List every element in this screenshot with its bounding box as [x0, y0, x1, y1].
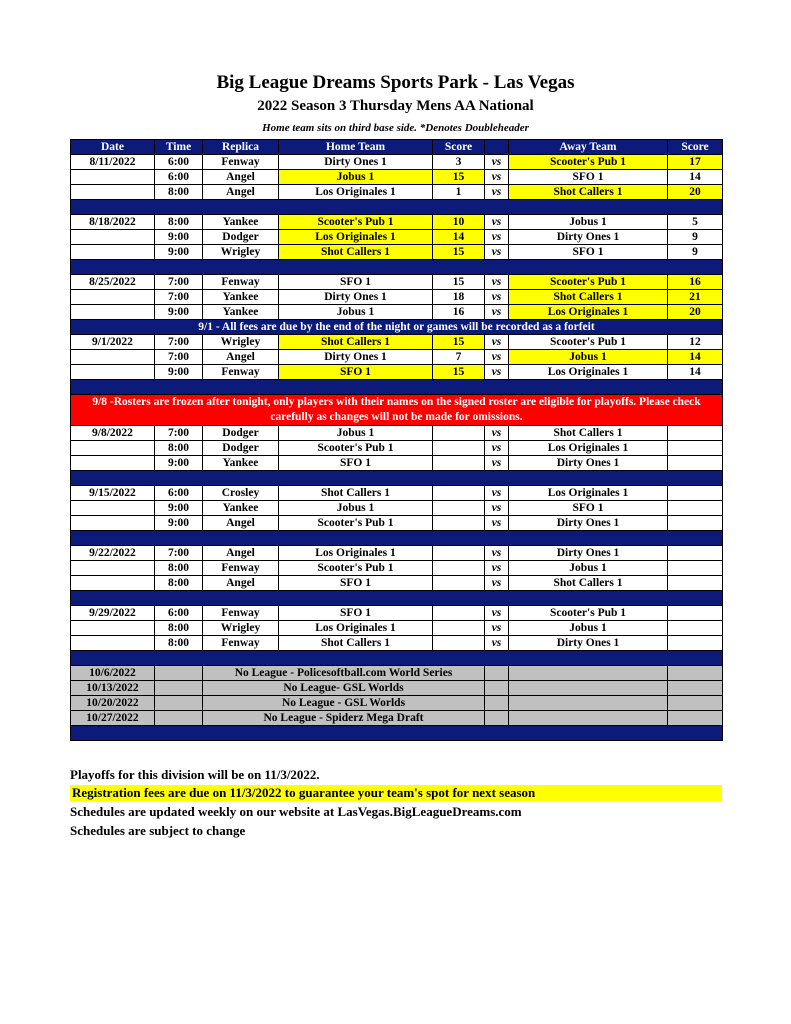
no-league-text: No League - Policesoftball.com World Series — [203, 666, 485, 681]
home-score-cell: 14 — [433, 230, 485, 245]
game-row — [71, 621, 723, 636]
vs-cell: vs — [485, 155, 509, 170]
away-score-cell — [668, 696, 723, 711]
vs-cell — [485, 696, 509, 711]
vs-cell: vs — [485, 215, 509, 230]
time-cell: 9:00 — [155, 305, 203, 320]
time-cell: 8:00 — [155, 621, 203, 636]
away-team-cell: Scooter's Pub 1 — [509, 606, 668, 621]
game-row — [71, 516, 723, 531]
away-team-cell: Scooter's Pub 1 — [509, 275, 668, 290]
fee-notice-row — [71, 320, 723, 335]
home-team-cell: Scooter's Pub 1 — [279, 561, 433, 576]
away-team-cell: Los Originales 1 — [509, 365, 668, 380]
vs-cell: vs — [485, 230, 509, 245]
away-team-cell: SFO 1 — [509, 501, 668, 516]
time-cell: 6:00 — [155, 486, 203, 501]
replica-cell: Angel — [203, 350, 279, 365]
away-score-cell — [668, 486, 723, 501]
home-team-cell: SFO 1 — [279, 576, 433, 591]
game-row — [71, 335, 723, 350]
time-cell: 9:00 — [155, 365, 203, 380]
vs-cell: vs — [485, 365, 509, 380]
home-score-cell: 15 — [433, 170, 485, 185]
home-team-cell: Shot Callers 1 — [279, 245, 433, 260]
away-score-cell: 16 — [668, 275, 723, 290]
away-team-cell — [509, 666, 668, 681]
away-score-cell — [668, 441, 723, 456]
away-team-cell: Scooter's Pub 1 — [509, 155, 668, 170]
separator-band — [71, 200, 723, 215]
away-score-cell: 14 — [668, 350, 723, 365]
separator-band — [71, 531, 723, 546]
away-score-cell: 14 — [668, 170, 723, 185]
date-cell — [71, 516, 155, 531]
home-team-cell: Shot Callers 1 — [279, 335, 433, 350]
game-row — [71, 486, 723, 501]
home-team-cell: Los Originales 1 — [279, 230, 433, 245]
replica-cell: Angel — [203, 185, 279, 200]
away-team-cell: Los Originales 1 — [509, 305, 668, 320]
vs-cell: vs — [485, 170, 509, 185]
away-team-cell: SFO 1 — [509, 170, 668, 185]
away-team-cell: Scooter's Pub 1 — [509, 335, 668, 350]
game-row — [71, 426, 723, 441]
vs-cell: vs — [485, 441, 509, 456]
away-team-cell — [509, 711, 668, 726]
game-row — [71, 441, 723, 456]
game-row — [71, 245, 723, 260]
home-score-cell: 7 — [433, 350, 485, 365]
date-cell — [71, 621, 155, 636]
vs-cell: vs — [485, 636, 509, 651]
separator-cell — [71, 471, 723, 486]
replica-cell: Yankee — [203, 305, 279, 320]
vs-cell: vs — [485, 576, 509, 591]
away-score-cell — [668, 681, 723, 696]
away-team-cell: Dirty Ones 1 — [509, 546, 668, 561]
replica-cell: Yankee — [203, 456, 279, 471]
column-header-vs — [485, 140, 509, 155]
vs-cell: vs — [485, 275, 509, 290]
home-team-cell: Dirty Ones 1 — [279, 290, 433, 305]
away-team-cell: Shot Callers 1 — [509, 576, 668, 591]
replica-cell: Fenway — [203, 606, 279, 621]
date-cell: 10/13/2022 — [71, 681, 155, 696]
column-header-time: Time — [155, 140, 203, 155]
home-score-cell — [433, 501, 485, 516]
date-cell — [71, 350, 155, 365]
home-score-cell: 10 — [433, 215, 485, 230]
date-cell — [71, 245, 155, 260]
away-score-cell — [668, 561, 723, 576]
date-cell — [71, 561, 155, 576]
date-cell: 8/25/2022 — [71, 275, 155, 290]
replica-cell: Angel — [203, 576, 279, 591]
vs-cell: vs — [485, 561, 509, 576]
away-score-cell: 14 — [668, 365, 723, 380]
website-note: Schedules are updated weekly on our website at LasVegas.BigLeagueDreams.com — [70, 804, 522, 819]
game-row — [71, 456, 723, 471]
away-score-cell — [668, 516, 723, 531]
replica-cell: Angel — [203, 170, 279, 185]
roster-alert-row — [71, 395, 723, 426]
away-team-cell: Jobus 1 — [509, 621, 668, 636]
away-team-cell — [509, 696, 668, 711]
home-score-cell: 16 — [433, 305, 485, 320]
home-team-cell: Dirty Ones 1 — [279, 155, 433, 170]
game-row — [71, 170, 723, 185]
home-score-cell — [433, 441, 485, 456]
vs-cell — [485, 711, 509, 726]
away-score-cell: 17 — [668, 155, 723, 170]
time-cell: 7:00 — [155, 426, 203, 441]
date-cell — [71, 230, 155, 245]
home-score-cell: 3 — [433, 155, 485, 170]
registration-note: Registration fees are due on 11/3/2022 to guarantee your team's spot for next season — [70, 785, 722, 801]
time-cell: 6:00 — [155, 606, 203, 621]
game-row — [71, 275, 723, 290]
separator-cell — [71, 260, 723, 275]
date-cell — [71, 305, 155, 320]
time-cell: 7:00 — [155, 290, 203, 305]
date-cell — [71, 456, 155, 471]
home-team-cell: Scooter's Pub 1 — [279, 516, 433, 531]
game-row — [71, 501, 723, 516]
column-header-away-team: Away Team — [509, 140, 668, 155]
time-cell: 9:00 — [155, 456, 203, 471]
home-score-cell — [433, 576, 485, 591]
notice-text: 9/8 -Rosters are frozen after tonight, only players with their names on the signed roster are eligible for playoffs. Please check carefully as changes will not be made for omissions. — [71, 395, 723, 426]
vs-cell: vs — [485, 426, 509, 441]
column-header-replica: Replica — [203, 140, 279, 155]
column-header-home-score: Score — [433, 140, 485, 155]
away-score-cell: 5 — [668, 215, 723, 230]
time-cell — [155, 711, 203, 726]
time-cell: 7:00 — [155, 350, 203, 365]
away-team-cell: Jobus 1 — [509, 350, 668, 365]
away-score-cell — [668, 666, 723, 681]
home-score-cell — [433, 516, 485, 531]
date-cell: 9/22/2022 — [71, 546, 155, 561]
vs-cell: vs — [485, 350, 509, 365]
away-score-cell: 9 — [668, 245, 723, 260]
no-league-row — [71, 681, 723, 696]
time-cell: 7:00 — [155, 546, 203, 561]
vs-cell: vs — [485, 501, 509, 516]
home-score-cell — [433, 606, 485, 621]
away-score-cell — [668, 546, 723, 561]
date-cell: 9/15/2022 — [71, 486, 155, 501]
away-team-cell: Dirty Ones 1 — [509, 516, 668, 531]
replica-cell: Yankee — [203, 501, 279, 516]
time-cell — [155, 696, 203, 711]
game-row — [71, 290, 723, 305]
home-team-cell: SFO 1 — [279, 365, 433, 380]
time-cell — [155, 681, 203, 696]
time-cell: 9:00 — [155, 516, 203, 531]
vs-cell: vs — [485, 516, 509, 531]
vs-cell: vs — [485, 305, 509, 320]
time-cell: 6:00 — [155, 170, 203, 185]
home-team-cell: SFO 1 — [279, 606, 433, 621]
vs-cell: vs — [485, 486, 509, 501]
date-cell — [71, 185, 155, 200]
time-cell: 8:00 — [155, 215, 203, 230]
time-cell: 9:00 — [155, 245, 203, 260]
replica-cell: Wrigley — [203, 245, 279, 260]
separator-band — [71, 726, 723, 741]
away-score-cell — [668, 426, 723, 441]
away-score-cell — [668, 576, 723, 591]
home-score-cell — [433, 561, 485, 576]
home-team-cell: Los Originales 1 — [279, 621, 433, 636]
time-cell: 6:00 — [155, 155, 203, 170]
time-cell: 8:00 — [155, 576, 203, 591]
separator-band — [71, 471, 723, 486]
home-team-cell: Los Originales 1 — [279, 546, 433, 561]
home-score-cell — [433, 636, 485, 651]
home-team-cell: SFO 1 — [279, 275, 433, 290]
separator-band — [71, 380, 723, 395]
away-team-cell: Shot Callers 1 — [509, 185, 668, 200]
vs-cell — [485, 666, 509, 681]
separator-cell — [71, 591, 723, 606]
date-cell — [71, 636, 155, 651]
separator-cell — [71, 651, 723, 666]
away-team-cell — [509, 681, 668, 696]
date-cell: 8/18/2022 — [71, 215, 155, 230]
home-score-cell: 15 — [433, 275, 485, 290]
playoffs-note: Playoffs for this division will be on 11/3/2022. — [70, 767, 320, 782]
home-score-cell — [433, 546, 485, 561]
away-score-cell — [668, 711, 723, 726]
replica-cell: Wrigley — [203, 335, 279, 350]
document-title: Big League Dreams Sports Park - Las Vegas — [216, 72, 575, 93]
game-row — [71, 350, 723, 365]
replica-cell: Dodger — [203, 230, 279, 245]
column-header-home-team: Home Team — [279, 140, 433, 155]
separator-cell — [71, 200, 723, 215]
home-team-cell: Scooter's Pub 1 — [279, 215, 433, 230]
date-cell: 10/20/2022 — [71, 696, 155, 711]
away-team-cell: Los Originales 1 — [509, 486, 668, 501]
away-team-cell: Jobus 1 — [509, 215, 668, 230]
replica-cell: Crosley — [203, 486, 279, 501]
home-score-cell — [433, 426, 485, 441]
no-league-text: No League - GSL Worlds — [203, 696, 485, 711]
date-cell: 10/6/2022 — [71, 666, 155, 681]
separator-band — [71, 260, 723, 275]
game-row — [71, 546, 723, 561]
away-score-cell — [668, 636, 723, 651]
replica-cell: Fenway — [203, 561, 279, 576]
date-cell — [71, 576, 155, 591]
home-score-cell: 18 — [433, 290, 485, 305]
replica-cell: Fenway — [203, 365, 279, 380]
column-header-date: Date — [71, 140, 155, 155]
table-header-row — [71, 140, 723, 155]
time-cell: 7:00 — [155, 335, 203, 350]
time-cell: 9:00 — [155, 501, 203, 516]
date-cell: 8/11/2022 — [71, 155, 155, 170]
replica-cell: Angel — [203, 546, 279, 561]
separator-band — [71, 591, 723, 606]
home-score-cell: 1 — [433, 185, 485, 200]
away-score-cell — [668, 456, 723, 471]
date-cell — [71, 441, 155, 456]
replica-cell: Fenway — [203, 636, 279, 651]
away-team-cell: Dirty Ones 1 — [509, 230, 668, 245]
vs-cell: vs — [485, 456, 509, 471]
replica-cell: Dodger — [203, 426, 279, 441]
game-row — [71, 606, 723, 621]
document-note: Home team sits on third base side. *Denotes Doubleheader — [262, 122, 529, 134]
away-score-cell: 12 — [668, 335, 723, 350]
replica-cell: Yankee — [203, 215, 279, 230]
time-cell: 8:00 — [155, 185, 203, 200]
notice-text: 9/1 - All fees are due by the end of the night or games will be recorded as a forfeit — [71, 320, 723, 335]
away-score-cell — [668, 501, 723, 516]
away-score-cell — [668, 606, 723, 621]
time-cell: 8:00 — [155, 441, 203, 456]
vs-cell: vs — [485, 606, 509, 621]
game-row — [71, 576, 723, 591]
time-cell: 8:00 — [155, 636, 203, 651]
home-team-cell: SFO 1 — [279, 456, 433, 471]
replica-cell: Angel — [203, 516, 279, 531]
separator-cell — [71, 380, 723, 395]
date-cell: 10/27/2022 — [71, 711, 155, 726]
away-team-cell: Dirty Ones 1 — [509, 636, 668, 651]
date-cell — [71, 501, 155, 516]
time-cell: 7:00 — [155, 275, 203, 290]
document-subtitle: 2022 Season 3 Thursday Mens AA National — [257, 98, 534, 114]
date-cell — [71, 170, 155, 185]
vs-cell: vs — [485, 185, 509, 200]
date-cell — [71, 365, 155, 380]
vs-cell: vs — [485, 290, 509, 305]
game-row — [71, 230, 723, 245]
no-league-row — [71, 711, 723, 726]
replica-cell: Yankee — [203, 290, 279, 305]
home-score-cell — [433, 621, 485, 636]
away-score-cell: 9 — [668, 230, 723, 245]
away-team-cell: Shot Callers 1 — [509, 290, 668, 305]
vs-cell: vs — [485, 621, 509, 636]
vs-cell — [485, 681, 509, 696]
time-cell: 9:00 — [155, 230, 203, 245]
date-cell — [71, 290, 155, 305]
home-team-cell: Jobus 1 — [279, 426, 433, 441]
home-team-cell: Dirty Ones 1 — [279, 350, 433, 365]
away-score-cell: 20 — [668, 185, 723, 200]
away-team-cell: Dirty Ones 1 — [509, 456, 668, 471]
away-team-cell: Los Originales 1 — [509, 441, 668, 456]
home-score-cell: 15 — [433, 245, 485, 260]
time-cell — [155, 666, 203, 681]
home-team-cell: Scooter's Pub 1 — [279, 441, 433, 456]
replica-cell: Fenway — [203, 155, 279, 170]
away-team-cell: SFO 1 — [509, 245, 668, 260]
game-row — [71, 561, 723, 576]
date-cell: 9/8/2022 — [71, 426, 155, 441]
no-league-row — [71, 666, 723, 681]
time-cell: 8:00 — [155, 561, 203, 576]
home-team-cell: Shot Callers 1 — [279, 636, 433, 651]
away-score-cell: 20 — [668, 305, 723, 320]
replica-cell: Fenway — [203, 275, 279, 290]
home-score-cell — [433, 486, 485, 501]
home-team-cell: Shot Callers 1 — [279, 486, 433, 501]
home-score-cell — [433, 456, 485, 471]
schedule-body — [71, 155, 723, 741]
game-row — [71, 305, 723, 320]
separator-cell — [71, 531, 723, 546]
home-score-cell: 15 — [433, 365, 485, 380]
home-team-cell: Jobus 1 — [279, 305, 433, 320]
no-league-text: No League - Spiderz Mega Draft — [203, 711, 485, 726]
home-team-cell: Jobus 1 — [279, 501, 433, 516]
replica-cell: Dodger — [203, 441, 279, 456]
away-score-cell: 21 — [668, 290, 723, 305]
home-score-cell: 15 — [433, 335, 485, 350]
date-cell: 9/1/2022 — [71, 335, 155, 350]
game-row — [71, 365, 723, 380]
change-note: Schedules are subject to change — [70, 823, 246, 838]
vs-cell: vs — [485, 335, 509, 350]
game-row — [71, 636, 723, 651]
column-header-away-score: Score — [668, 140, 723, 155]
replica-cell: Wrigley — [203, 621, 279, 636]
separator-cell — [71, 726, 723, 741]
away-team-cell: Jobus 1 — [509, 561, 668, 576]
separator-band — [71, 651, 723, 666]
no-league-text: No League- GSL Worlds — [203, 681, 485, 696]
schedule-table — [70, 139, 723, 741]
away-score-cell — [668, 621, 723, 636]
away-team-cell: Shot Callers 1 — [509, 426, 668, 441]
vs-cell: vs — [485, 245, 509, 260]
game-row — [71, 155, 723, 170]
home-team-cell: Los Originales 1 — [279, 185, 433, 200]
home-team-cell: Jobus 1 — [279, 170, 433, 185]
vs-cell: vs — [485, 546, 509, 561]
game-row — [71, 185, 723, 200]
date-cell: 9/29/2022 — [71, 606, 155, 621]
game-row — [71, 215, 723, 230]
no-league-row — [71, 696, 723, 711]
